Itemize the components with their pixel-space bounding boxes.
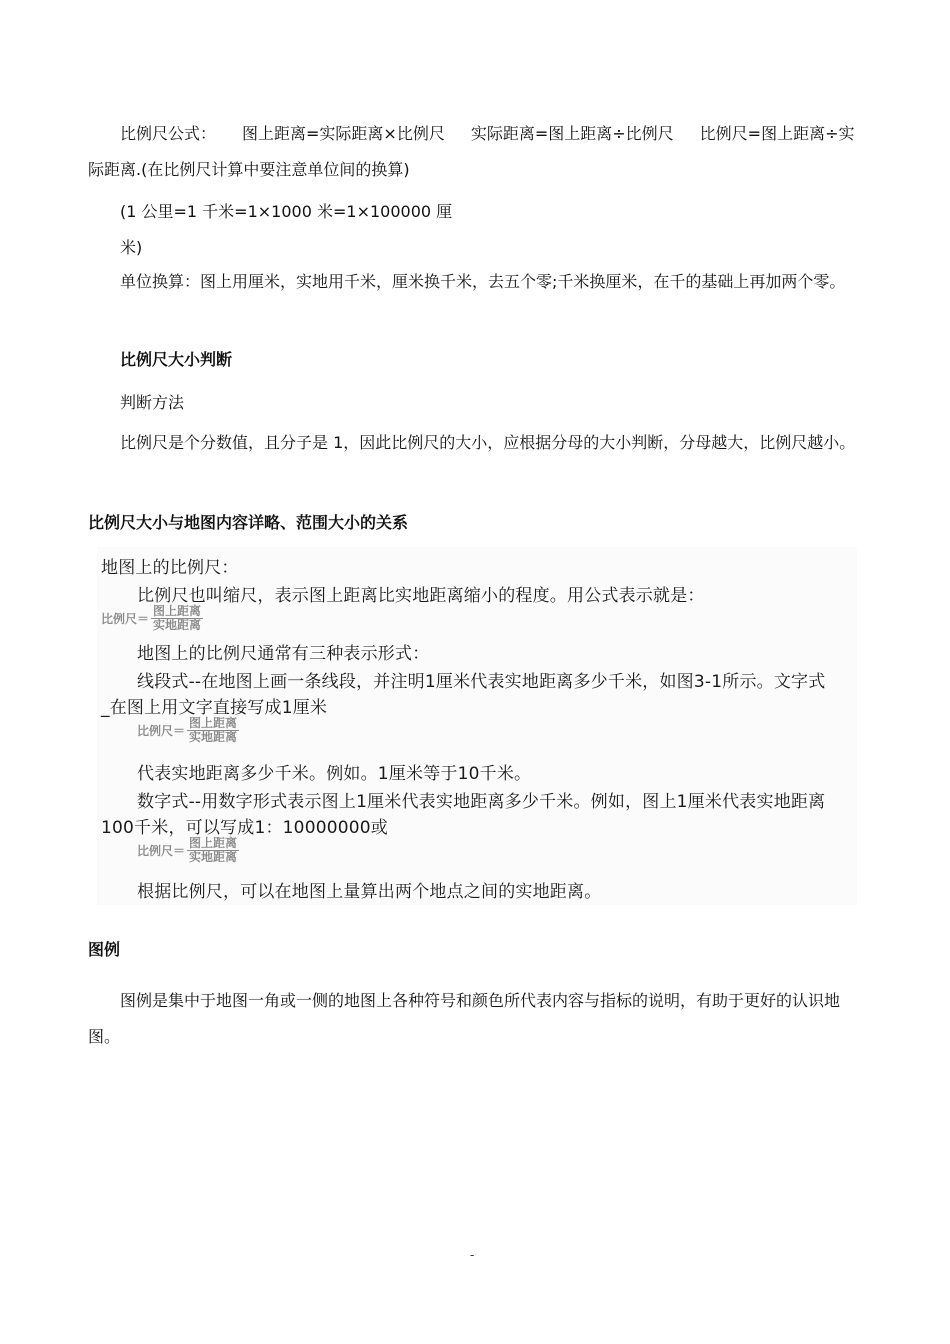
- formula-scale: 比例尺=图上距离: [699, 124, 826, 143]
- formula-real-distance: 实际距离=图上距离÷比例尺: [470, 124, 674, 143]
- scan-fraction-3: [137, 837, 239, 864]
- scan-line-3: 地图上的比例尺通常有三种表示形式：: [137, 644, 430, 664]
- unit-line-2: 米): [120, 238, 143, 257]
- scanned-figure: [97, 547, 857, 905]
- scan-line-5: _在图上用文字直接写成1厘米: [101, 698, 328, 718]
- scan-line-6: 代表实地距离多少千米。例如。1厘米等于10千米。: [137, 764, 532, 784]
- fraction-label: 比例尺＝: [101, 612, 150, 626]
- formula-map-distance: 图上距离=实际距离×比例尺: [242, 124, 445, 143]
- subheading-scale-judge: 比例尺大小判断: [120, 350, 233, 369]
- fraction-numerator: 图上距离: [189, 716, 238, 730]
- scan-line-9: 根据比例尺，可以在地图上量算出两个地点之间的实地距离。: [137, 882, 602, 902]
- scan-line-7: 数字式--用数字形式表示图上1厘米代表实地距离多少千米。例如，图上1厘米代表实地距离: [137, 792, 826, 812]
- fraction-denominator: 实地距离: [153, 618, 202, 632]
- formula-scale-end: ÷实际距离.(在比例尺计算中要注意单位间的换算): [88, 124, 855, 179]
- unit-conversion-paragraph: 单位换算：图上用厘米，实地用千米，厘米换千米，去五个零;千米换厘米，在千的基础上再加两个零。: [120, 272, 846, 291]
- fraction-denominator: 实地距离: [189, 850, 238, 864]
- fraction-numerator: 图上距离: [153, 604, 202, 618]
- formula-label: 比例尺公式：: [120, 124, 217, 143]
- fraction-label: 比例尺＝: [137, 844, 186, 858]
- scan-line-8: 100千米，可以写成1：10000000或: [101, 818, 388, 838]
- scan-line-2: 比例尺也叫缩尺，表示图上距离比实地距离缩小的程度。用公式表示就是：: [137, 586, 705, 606]
- legend-paragraph: 图例是集中于地图一角或一侧的地图上各种符号和颜色所代表内容与指标的说明，有助于更好的认识地图。: [88, 991, 841, 1046]
- fraction-label: 比例尺＝: [137, 724, 186, 738]
- fraction-numerator: 图上距离: [189, 836, 238, 850]
- scan-line-4: 线段式--在地图上画一条线段，并注明1厘米代表实地距离多少千米，如图3-1所示。文字式: [137, 672, 826, 692]
- scan-line-1: 地图上的比例尺：: [101, 558, 239, 578]
- scan-fraction-2: [137, 717, 239, 744]
- unit-line-1: (1 公里=1 千米=1×1000 米=1×100000 厘: [120, 202, 453, 221]
- formula-paragraph: [88, 116, 860, 188]
- method-label: 判断方法: [120, 393, 185, 412]
- page-footer-mark: -: [470, 1248, 475, 1262]
- fraction-denominator: 实地距离: [189, 730, 238, 744]
- method-paragraph: 比例尺是个分数值，且分子是 1，因此比例尺的大小，应根据分母的大小判断，分母越大，比例尺越小。: [120, 433, 856, 452]
- heading-legend: 图例: [88, 940, 121, 959]
- scan-fraction-1: [101, 605, 203, 632]
- heading-scale-relation: 比例尺大小与地图内容详略、范围大小的关系: [88, 513, 409, 532]
